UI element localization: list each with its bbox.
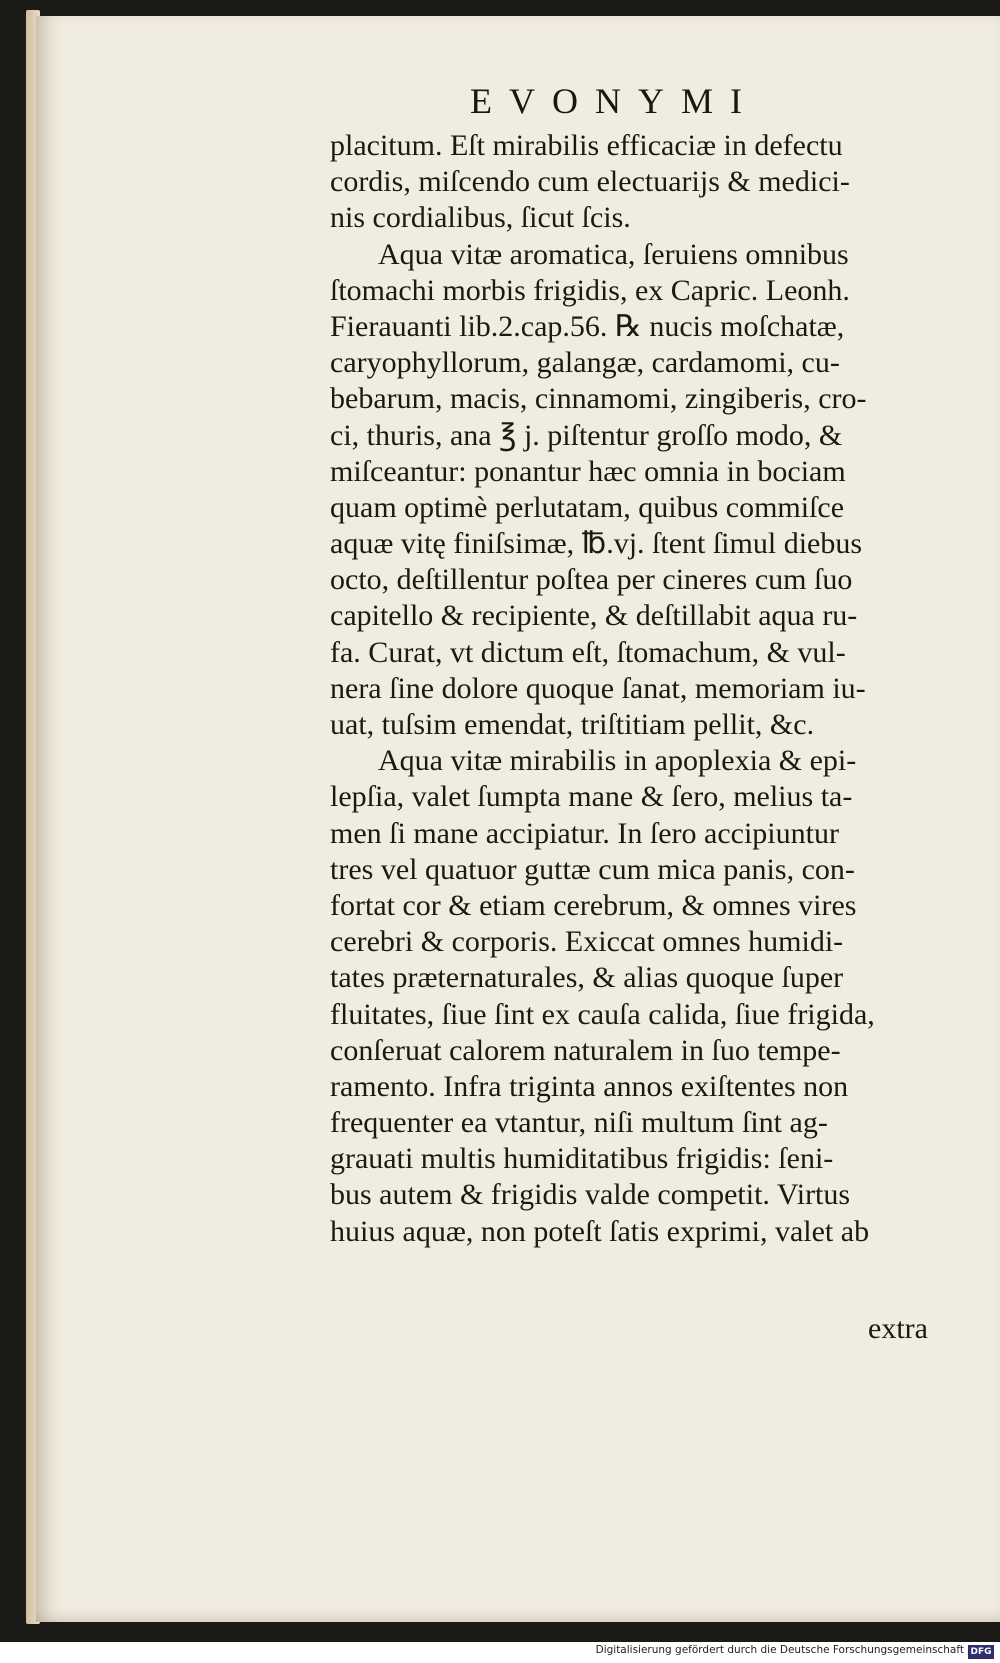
text-line: nera ſine dolore quoque ſanat, memoriam iu- xyxy=(330,671,866,705)
text-line: grauati multis humiditatibus frigidis: ſeni- xyxy=(330,1142,834,1176)
text-line: cordis, miſcendo cum electuarijs & medici- xyxy=(330,165,850,199)
text-line: conſeruat calorem naturalem in ſuo tempe- xyxy=(330,1033,841,1067)
text-line: ſtomachi morbis frigidis, ex Capric. Leonh. xyxy=(330,273,850,307)
text-line: ramento. Infra triginta annos exiſtentes non xyxy=(330,1069,849,1103)
text-line: tres vel quatuor guttæ cum mica panis, con- xyxy=(330,852,855,886)
catchword: extra xyxy=(868,1312,928,1345)
text-line: tates præternaturales, & alias quoque ſuper xyxy=(330,961,844,995)
funding-credit: Digitalisierung gefördert durch die Deutsche Forschungsgemeinschaft xyxy=(595,1644,964,1656)
text-line: frequenter ea vtantur, niſi multum ſint ag- xyxy=(330,1106,828,1140)
text-line: Aqua vitæ aromatica, ſeruiens omnibus xyxy=(378,237,849,271)
text-line: ci, thuris, ana ℥ j. piſtentur groſſo modo, & xyxy=(330,418,843,452)
text-line: fluitates, ſiue ſint ex cauſa calida, ſiue frigida, xyxy=(330,997,875,1031)
running-head: EVONYMI xyxy=(470,81,759,121)
text-line: bebarum, macis, cinnamomi, zingiberis, cro- xyxy=(330,382,867,416)
text-line: aquæ vitę finiſsimæ, ℔.vj. ſtent ſimul diebus xyxy=(330,527,863,561)
text-line: quam optimè perlutatam, quibus commiſce xyxy=(330,490,845,524)
text-line: huius aquæ, non poteſt ſatis exprimi, valet ab xyxy=(330,1214,870,1248)
text-line: Fierauanti lib.2.cap.56. ℞ nucis moſchatæ, xyxy=(330,309,845,343)
text-line: uat, tuſsim emendat, triſtitiam pellit, &c. xyxy=(330,708,815,741)
footer-bar xyxy=(0,1642,1000,1663)
text-line: cerebri & corporis. Exiccat omnes humidi- xyxy=(330,925,844,959)
text-line: miſceantur: ponantur hæc omnia in bociam xyxy=(330,454,846,488)
text-line: Aqua vitæ mirabilis in apoplexia & epi- xyxy=(378,744,857,778)
text-line: capitello & recipiente, & deſtillabit aqua ru- xyxy=(330,599,858,633)
text-line: bus autem & frigidis valde competit. Virtus xyxy=(330,1178,851,1212)
text-line: fa. Curat, vt dictum eſt, ſtomachum, & vul- xyxy=(330,635,846,669)
text-line: fortat cor & etiam cerebrum, & omnes vires xyxy=(330,888,857,922)
text-line: men ſi mane accipiatur. In ſero accipiuntur xyxy=(330,816,839,850)
text-line: lepſia, valet ſumpta mane & ſero, melius ta- xyxy=(330,780,853,814)
text-line: caryophyllorum, galangæ, cardamomi, cu- xyxy=(330,346,840,380)
dfg-logo-icon: DFG xyxy=(968,1645,994,1659)
text-line: octo, deſtillentur poſtea per cineres cum ſuo xyxy=(330,563,853,597)
text-line: nis cordialibus, ſicut ſcis. xyxy=(330,201,631,235)
body-text xyxy=(330,128,1000,1250)
text-line: placitum. Eſt mirabilis efficaciæ in defectu xyxy=(330,129,843,162)
